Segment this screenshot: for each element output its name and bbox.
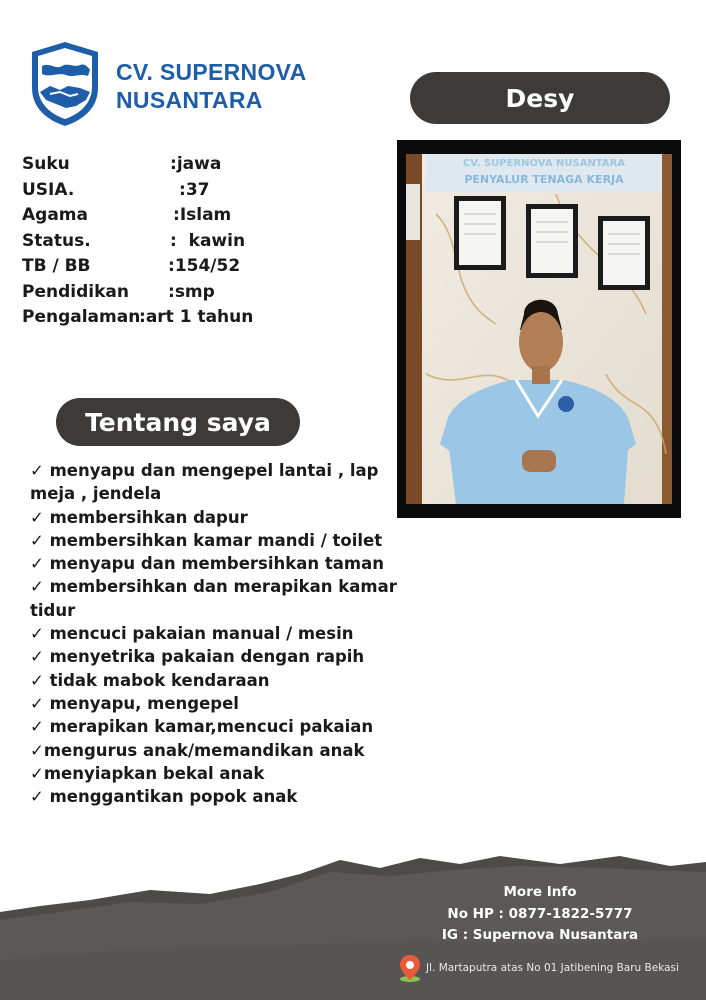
- profile-label: Pendidikan: [22, 281, 129, 302]
- company-name-line1: CV. SUPERNOVA: [116, 59, 307, 85]
- profile-separator: :: [139, 307, 146, 327]
- photo-banner-line1: CV. SUPERNOVA NUSANTARA: [462, 158, 626, 169]
- profile-row-agama: [22, 203, 253, 229]
- company-logo-icon: [28, 40, 102, 128]
- profile-row-suku: [22, 152, 253, 178]
- profile-label: Agama: [22, 205, 88, 225]
- contact-info: [440, 882, 640, 947]
- skill-item: ✓ tidak mabok kendaraan: [30, 670, 270, 690]
- skill-item: ✓ menyetrika pakaian dengan rapih: [30, 647, 365, 667]
- skill-item: ✓ menyapu dan mengepel lantai , lap meja , jendela: [30, 461, 379, 504]
- instagram-handle[interactable]: IG : Supernova Nusantara: [441, 927, 639, 943]
- profile-details: [22, 152, 253, 331]
- company-name: [116, 58, 307, 114]
- skill-item: ✓menyiapkan bekal anak: [30, 763, 265, 783]
- profile-value: 154/52: [174, 256, 241, 276]
- more-info-title: More Info: [503, 884, 577, 900]
- profile-value: smp: [174, 281, 215, 302]
- profile-row-tb-bb: [22, 254, 253, 280]
- profile-value: Islam: [179, 205, 232, 225]
- candidate-name-badge: Desy: [410, 72, 670, 124]
- profile-separator: :: [179, 179, 186, 200]
- location-pin-icon: [396, 953, 424, 983]
- skill-item: ✓mengurus anak/memandikan anak: [30, 740, 365, 760]
- company-name-line2: NUSANTARA: [116, 87, 263, 113]
- profile-row-pengalaman: [22, 305, 253, 331]
- profile-label: TB / BB: [22, 256, 91, 276]
- skill-item: ✓ membersihkan dapur: [30, 507, 248, 527]
- skill-item: ✓ menyapu, mengepel: [30, 693, 239, 713]
- profile-row-usia: [22, 178, 253, 204]
- profile-label: Status.: [22, 230, 91, 251]
- skill-item: ✓ membersihkan dan merapikan kamar tidur: [30, 577, 397, 620]
- address-text: Jl. Martaputra atas No 01 Jatibening Baru Bekasi: [426, 962, 679, 974]
- profile-value: 37: [185, 179, 210, 200]
- profile-row-status: [22, 229, 253, 255]
- address-line: [396, 953, 679, 983]
- about-section-title: Tentang saya: [56, 398, 300, 446]
- skill-item: ✓ merapikan kamar,mencuci pakaian: [30, 717, 374, 737]
- profile-value: jawa: [176, 154, 222, 174]
- phone-number[interactable]: No HP : 0877-1822-5777: [447, 905, 633, 922]
- profile-separator: :: [168, 281, 175, 302]
- skills-list: [30, 459, 420, 808]
- profile-label: USIA.: [22, 179, 75, 200]
- profile-separator: :: [173, 205, 180, 225]
- skill-item: ✓ menggantikan popok anak: [30, 787, 298, 807]
- profile-row-pendidikan: [22, 280, 253, 306]
- profile-label: Suku: [22, 154, 70, 174]
- profile-separator: :: [170, 154, 177, 174]
- profile-value: art 1 tahun: [145, 307, 254, 327]
- profile-separator: :: [170, 230, 189, 251]
- profile-separator: :: [168, 256, 175, 276]
- photo-banner-line2: PENYALUR TENAGA KERJA: [464, 173, 624, 186]
- skill-item: ✓ mencuci pakaian manual / mesin: [30, 624, 354, 644]
- skill-item: ✓ membersihkan kamar mandi / toilet: [30, 530, 383, 550]
- profile-value: kawin: [188, 230, 246, 251]
- skill-item: ✓ menyapu dan membersihkan taman: [30, 554, 384, 574]
- profile-label: Pengalaman: [22, 307, 141, 327]
- candidate-photo: [406, 154, 672, 504]
